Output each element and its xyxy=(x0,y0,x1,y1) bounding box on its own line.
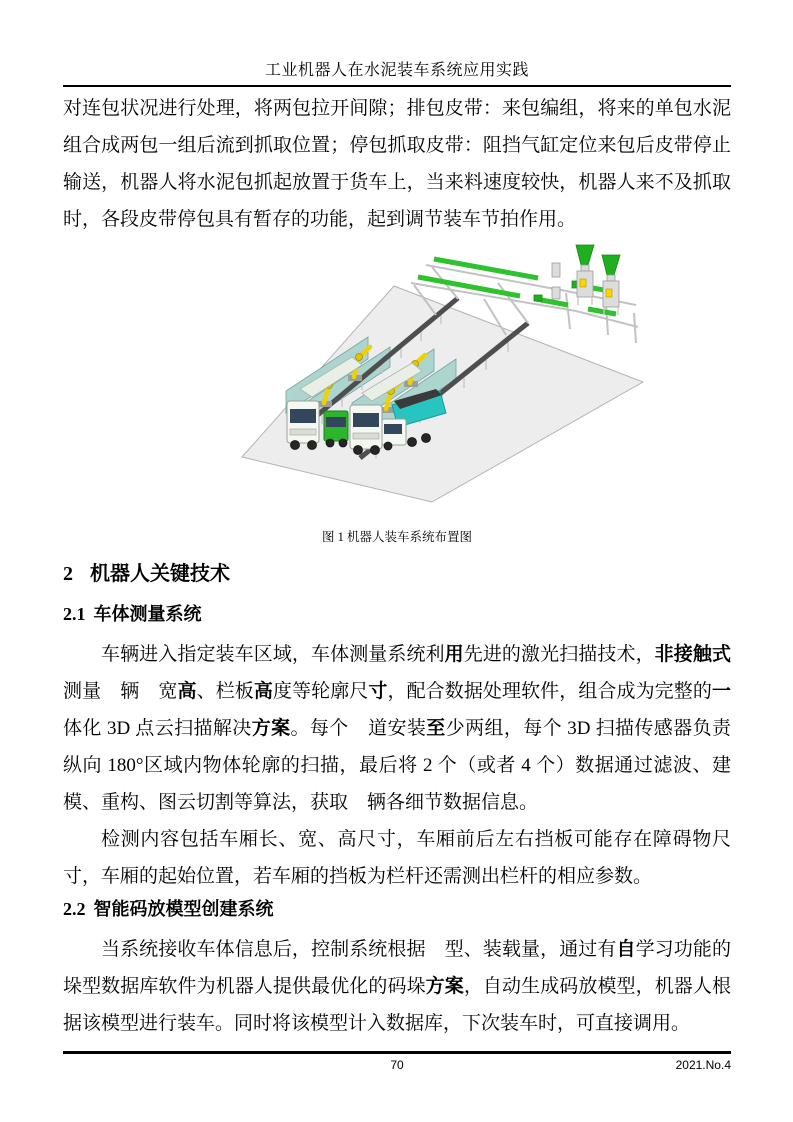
paragraph-belt-handling: 对连包状况进行处理，将两包拉开间隙；排包皮带：来包编组，将来的单包水泥组合成两包一组后流到抓取位置；停包抓取皮带：阻挡气缸定位来包后皮带停止输送，机器人将水泥包抓起放置于货车上，当来料速度较快，机器人来不及抓取时，各段皮带停包具有暂存的功能，起到调节装车节拍作用。 xyxy=(63,98,731,230)
section-2-2-number: 2.2 xyxy=(63,899,86,919)
figure-1-caption: 图 1 机器人装车系统布置图 xyxy=(321,530,472,544)
page-number: 70 xyxy=(390,1058,404,1072)
paragraph-detection-content: 检测内容包括车厢长、宽、高尺寸，车厢前后左右挡板可能存在障碍物尺寸，车厢的起始位置，若车厢的挡板为栏杆还需测出栏杆的相应参数。 xyxy=(63,829,731,887)
footer-rule xyxy=(63,1051,731,1054)
figure-1 xyxy=(236,243,648,515)
section-2-1-title: 车体测量系统 xyxy=(93,604,202,624)
section-2-title: 机器人关键技术 xyxy=(90,563,230,585)
section-2-2-title: 智能码放模型创建系统 xyxy=(93,899,274,919)
paragraph-stacking-model: 当系统接收车体信息后，控制系统根据 型、装载量，通过有自学习功能的垛型数据库软件为机器人提供最优化的码垛方案，自动生成码放模型，机器人根据该模型进行装车。同时将该模型计入数据库，下次装车时，可直接调用。 xyxy=(63,939,731,1034)
section-2-2-heading xyxy=(63,895,274,921)
section-2-1-heading xyxy=(63,600,202,626)
robot-loading-system-illustration xyxy=(236,243,648,515)
section-2-1-number: 2.1 xyxy=(63,604,86,624)
header-rule xyxy=(63,85,731,87)
page-header-title: 工业机器人在水泥装车系统应用实践 xyxy=(264,62,529,79)
section-2-heading xyxy=(63,557,230,586)
issue-number: 2021.No.4 xyxy=(675,1058,731,1072)
section-2-number: 2 xyxy=(63,563,73,585)
paragraph-vehicle-measurement: 车辆进入指定装车区域，车体测量系统利用先进的激光扫描技术，非接触式测量 辆 宽高、栏板高度等轮廓尺寸，配合数据处理软件，组合成为完整的一体化 3D 点云扫描解决方案。每个 道安装至少两组，每个 3D 扫描传感器负责纵向 180°区域内物体轮廓的扫描，最后将 2 个（或者 4 个）数据通过滤波、建模、重构、图云切割等算法，获取 辆各细节数据信息。 xyxy=(63,644,731,813)
